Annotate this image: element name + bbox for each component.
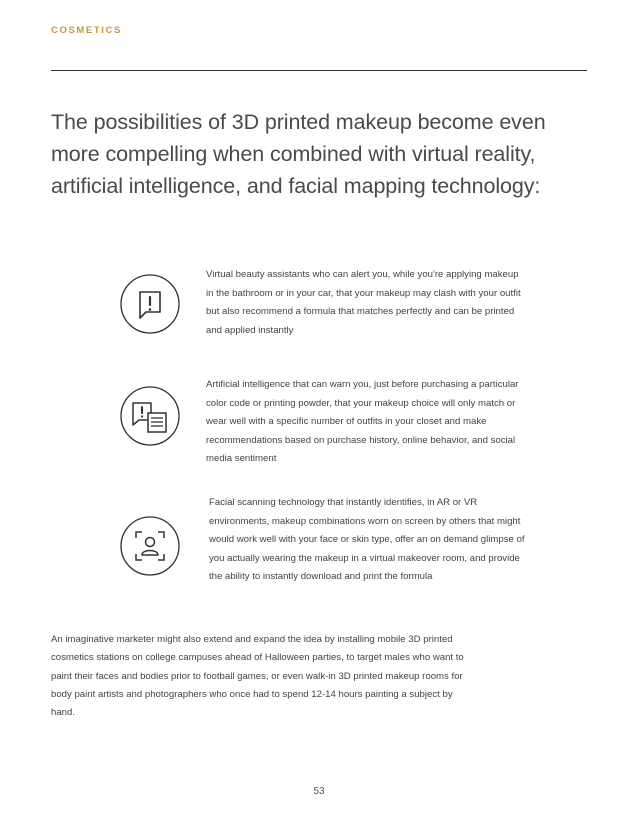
page-number: 53 (313, 786, 325, 797)
section-label: COSMETICS (51, 25, 122, 36)
face-scan-icon (118, 514, 182, 578)
header-divider (51, 70, 587, 71)
feature-text: Facial scanning technology that instantly identifies, in AR or VR environments, makeup combinations worn on screen by others that might would work well with your face or skin type, offer an on demand glimpse of you actually wearing the makeup in a virtual makeover room, and provide the ability to instantly download and print the formula (209, 497, 525, 582)
body-paragraph: An imaginative marketer might also extend and expand the idea by installing mobile 3D printed cosmetics stations on college campuses ahead of Halloween parties, to target males who want to paint their faces and bodies prior to football games, or even walk-in 3D printed makeup rooms for body paint artists and photographers who once had to spend 12-14 hours painting a subject by hand. (51, 634, 464, 719)
headline: The possibilities of 3D printed makeup become even more compelling when combined with virtual reality, artificial intelligence, and facial mapping technology: (51, 110, 546, 198)
alert-document-icon (118, 384, 182, 448)
speech-bubble-exclamation-icon (118, 272, 182, 336)
feature-text: Virtual beauty assistants who can alert you, while you're applying makeup in the bathroom or in your car, that your makeup may clash with your outfit but also recommend a formula that matches perfectly and can be printed and applied instantly (206, 269, 521, 336)
feature-text: Artificial intelligence that can warn you, just before purchasing a particular color code or printing powder, that your makeup choice will only match or wear well with a specific number of outfits in your closet and make recommendations based on purchase history, online behavior, and social media sentiment (206, 379, 519, 464)
